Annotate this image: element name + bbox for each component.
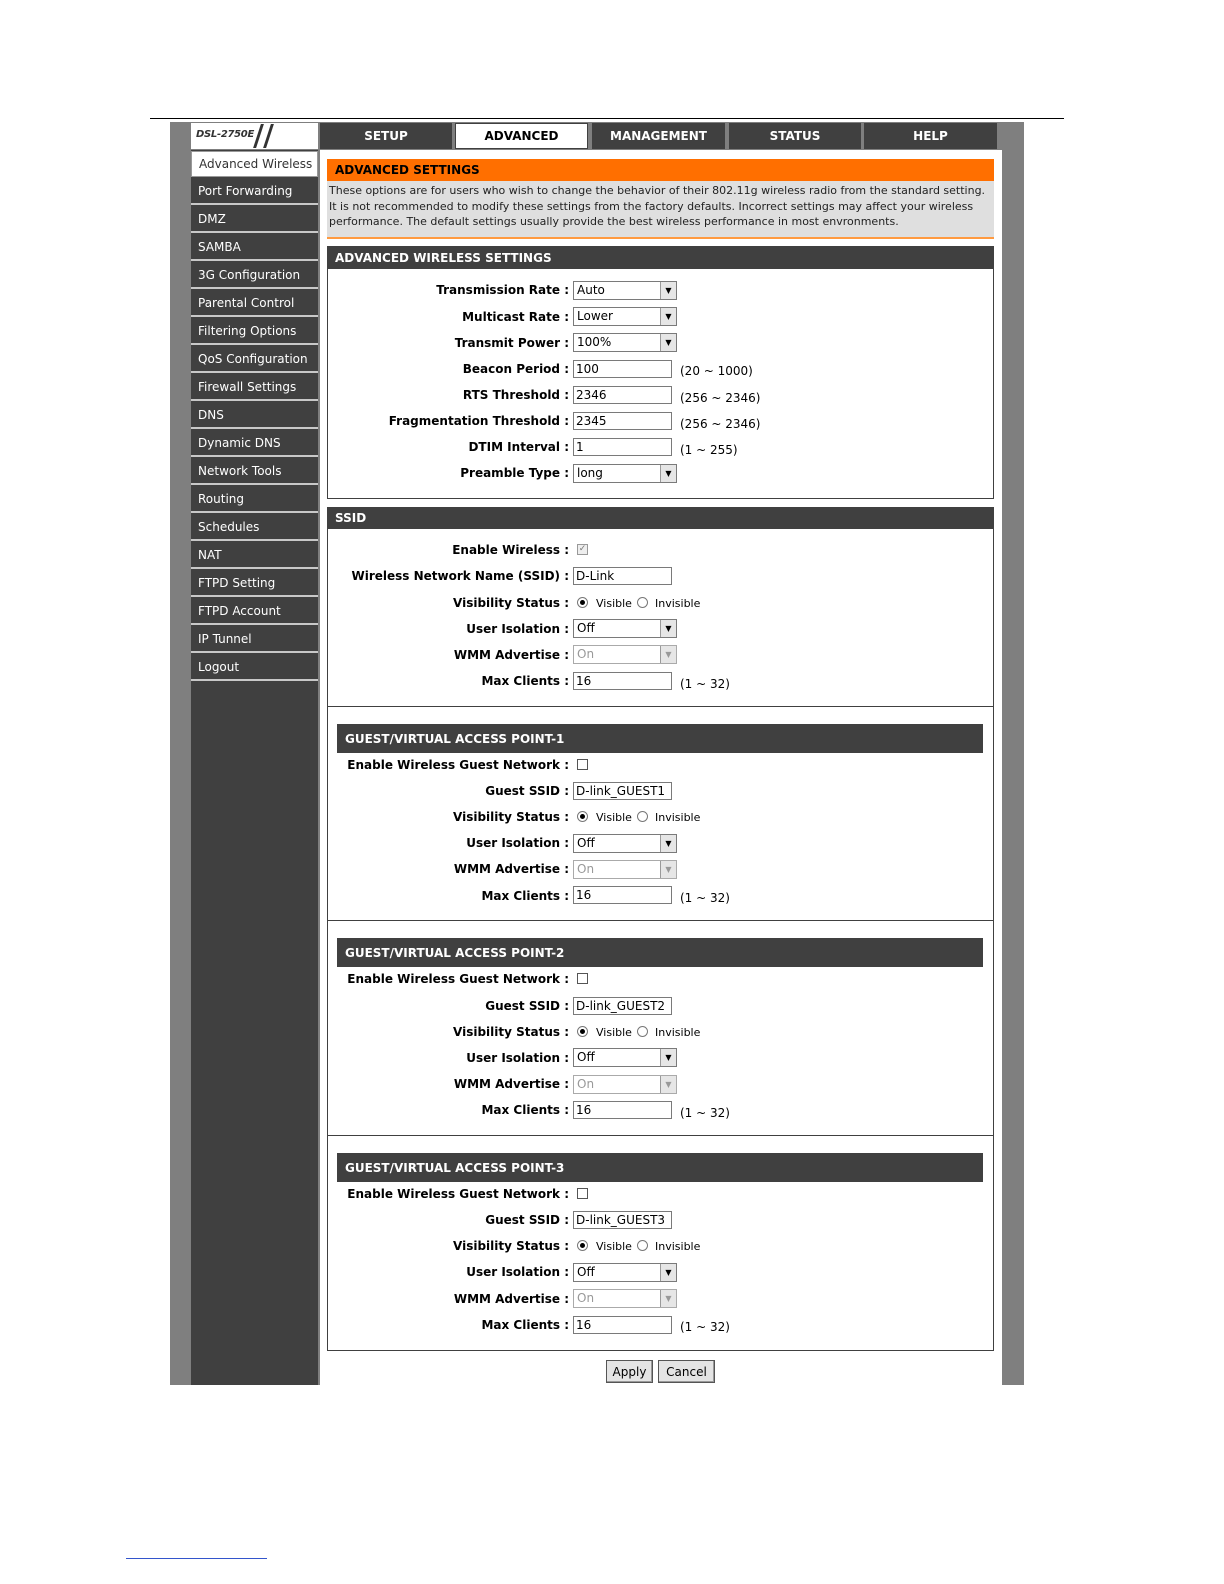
advanced-settings-title: ADVANCED SETTINGS	[327, 159, 994, 181]
guest-2-max-clients-input[interactable]: 16	[573, 1101, 672, 1119]
guest-2-enable-label: Enable Wireless Guest Network :	[347, 972, 569, 986]
sidebar-item-schedules[interactable]: Schedules	[191, 515, 318, 541]
rts-threshold-label: RTS Threshold :	[462, 388, 569, 402]
ssid-name-input[interactable]: D-Link	[573, 567, 672, 585]
guest-3-wmm-label: WMM Advertise :	[453, 1292, 569, 1306]
guest-2-visible-label: Visible	[596, 1026, 632, 1039]
tab-management[interactable]: MANAGEMENT	[592, 123, 725, 149]
sidebar-item-qos-configuration[interactable]: QoS Configuration	[191, 347, 318, 373]
tab-advanced[interactable]: ADVANCED	[455, 123, 588, 149]
chevron-down-icon: ▼	[660, 1076, 676, 1093]
transmission-rate-label: Transmission Rate :	[436, 283, 569, 297]
guest-1-visible-radio[interactable]	[577, 811, 588, 822]
ssid-name-label: Wireless Network Name (SSID) :	[351, 569, 569, 583]
transmit-power-select[interactable]: 100% ▼	[573, 333, 677, 352]
cancel-button[interactable]: Cancel	[658, 1360, 715, 1383]
fragmentation-threshold-label: Fragmentation Threshold :	[388, 414, 569, 428]
guest-1-max-clients-range: (1 ~ 32)	[680, 891, 730, 905]
sidebar-item-dynamic-dns[interactable]: Dynamic DNS	[191, 431, 318, 457]
fragmentation-threshold-range: (256 ~ 2346)	[680, 417, 761, 431]
ssid-user-isolation-label: User Isolation :	[466, 622, 569, 636]
guest-1-ssid-input[interactable]: D-link_GUEST1	[573, 782, 672, 800]
guest-3-ssid-input[interactable]: D-link_GUEST3	[573, 1211, 672, 1229]
guest-2-max-clients-label: Max Clients :	[481, 1103, 569, 1117]
ssid-invisible-label: Invisible	[655, 597, 701, 610]
guest-2-invisible-label: Invisible	[655, 1026, 701, 1039]
apply-button[interactable]: Apply	[606, 1360, 653, 1383]
guest-1-wmm-label: WMM Advertise :	[453, 862, 569, 876]
chevron-down-icon: ▼	[660, 861, 676, 878]
guest-1-invisible-radio[interactable]	[637, 811, 648, 822]
tab-help[interactable]: HELP	[864, 123, 997, 149]
chevron-down-icon: ▼	[660, 334, 676, 351]
guest-ap-3-title: GUEST/VIRTUAL ACCESS POINT-3	[337, 1153, 983, 1182]
sidebar-item-dmz[interactable]: DMZ	[191, 207, 318, 233]
ssid-wmm-select[interactable]: On ▼	[573, 645, 677, 664]
logo-slash-icon	[253, 124, 264, 148]
guest-ap-2-title: GUEST/VIRTUAL ACCESS POINT-2	[337, 938, 983, 967]
fragmentation-threshold-input[interactable]: 2345	[573, 412, 672, 430]
dtim-interval-input[interactable]: 1	[573, 438, 672, 456]
page-top-rule	[150, 118, 1064, 119]
chevron-down-icon: ▼	[660, 835, 676, 852]
guest-3-max-clients-range: (1 ~ 32)	[680, 1320, 730, 1334]
sidebar-item-dns[interactable]: DNS	[191, 403, 318, 429]
sidebar-item-samba[interactable]: SAMBA	[191, 235, 318, 261]
ssid-visibility-label: Visibility Status :	[453, 596, 569, 610]
sidebar-item-ip-tunnel[interactable]: IP Tunnel	[191, 627, 318, 653]
guest-3-wmm-select[interactable]: On ▼	[573, 1289, 677, 1308]
beacon-period-input[interactable]: 100	[573, 360, 672, 378]
footer-link-underline	[126, 1558, 267, 1559]
guest-1-visible-label: Visible	[596, 811, 632, 824]
sidebar	[191, 150, 318, 1385]
chevron-down-icon: ▼	[660, 308, 676, 325]
multicast-rate-label: Multicast Rate :	[462, 310, 569, 324]
guest-2-ssid-label: Guest SSID :	[485, 999, 569, 1013]
ssid-visible-radio[interactable]	[577, 597, 588, 608]
sidebar-item-3g-configuration[interactable]: 3G Configuration	[191, 263, 318, 289]
chevron-down-icon: ▼	[660, 1264, 676, 1281]
guest-3-visible-label: Visible	[596, 1240, 632, 1253]
ssid-wmm-label: WMM Advertise :	[453, 648, 569, 662]
multicast-rate-select[interactable]: Lower ▼	[573, 307, 677, 326]
sidebar-item-filtering-options[interactable]: Filtering Options	[191, 319, 318, 345]
sidebar-item-parental-control[interactable]: Parental Control	[191, 291, 318, 317]
guest-2-visibility-label: Visibility Status :	[453, 1025, 569, 1039]
dtim-interval-label: DTIM Interval :	[468, 440, 569, 454]
advanced-wireless-settings-title: ADVANCED WIRELESS SETTINGS	[327, 246, 994, 269]
guest-2-isolation-label: User Isolation :	[466, 1051, 569, 1065]
guest-3-max-clients-input[interactable]: 16	[573, 1316, 672, 1334]
ssid-title: SSID	[327, 507, 994, 529]
tab-status[interactable]: STATUS	[729, 123, 861, 149]
guest-3-enable-checkbox[interactable]	[577, 1188, 588, 1199]
enable-wireless-label: Enable Wireless :	[452, 543, 569, 557]
guest-2-wmm-select[interactable]: On ▼	[573, 1075, 677, 1094]
chevron-down-icon: ▼	[660, 620, 676, 637]
sidebar-item-port-forwarding[interactable]: Port Forwarding	[191, 179, 318, 205]
ssid-max-clients-input[interactable]: 16	[573, 672, 672, 690]
dtim-interval-range: (1 ~ 255)	[680, 443, 738, 457]
sidebar-item-ftpd-setting[interactable]: FTPD Setting	[191, 571, 318, 597]
preamble-type-label: Preamble Type :	[460, 466, 569, 480]
guest-2-isolation-select[interactable]: Off ▼	[573, 1048, 677, 1067]
beacon-period-label: Beacon Period :	[462, 362, 569, 376]
guest-2-ssid-input[interactable]: D-link_GUEST2	[573, 997, 672, 1015]
guest-1-enable-label: Enable Wireless Guest Network :	[347, 758, 569, 772]
guest-1-visibility-label: Visibility Status :	[453, 810, 569, 824]
rts-threshold-input[interactable]: 2346	[573, 386, 672, 404]
guest-1-enable-checkbox[interactable]	[577, 759, 588, 770]
sidebar-item-ftpd-account[interactable]: FTPD Account	[191, 599, 318, 625]
guest-3-invisible-radio[interactable]	[637, 1240, 648, 1251]
ssid-max-clients-label: Max Clients :	[481, 674, 569, 688]
guest-2-invisible-radio[interactable]	[637, 1026, 648, 1037]
preamble-type-select[interactable]: long ▼	[573, 464, 677, 483]
chevron-down-icon: ▼	[660, 646, 676, 663]
ssid-invisible-radio[interactable]	[637, 597, 648, 608]
rts-threshold-range: (256 ~ 2346)	[680, 391, 761, 405]
guest-2-max-clients-range: (1 ~ 32)	[680, 1106, 730, 1120]
enable-wireless-checkbox[interactable]: ✓	[578, 544, 587, 554]
logo	[191, 123, 318, 149]
sidebar-item-routing[interactable]: Routing	[191, 487, 318, 513]
ssid-max-clients-range: (1 ~ 32)	[680, 677, 730, 691]
guest-3-max-clients-label: Max Clients :	[481, 1318, 569, 1332]
guest-3-isolation-select[interactable]: Off ▼	[573, 1263, 677, 1282]
chevron-down-icon: ▼	[660, 1290, 676, 1307]
chevron-down-icon: ▼	[660, 282, 676, 299]
sidebar-item-network-tools[interactable]: Network Tools	[191, 459, 318, 485]
chevron-down-icon: ▼	[660, 465, 676, 482]
guest-1-max-clients-label: Max Clients :	[481, 889, 569, 903]
guest-3-visibility-label: Visibility Status :	[453, 1239, 569, 1253]
beacon-period-range: (20 ~ 1000)	[680, 364, 753, 378]
logo-slash-icon	[263, 124, 274, 148]
sidebar-item-logout[interactable]: Logout	[191, 655, 318, 681]
guest-2-visible-radio[interactable]	[577, 1026, 588, 1037]
advanced-settings-description: These options are for users who wish to change the behavior of their 802.11g wireless radio from the standard setting. It is not recommended to modify these settings from the factory defaults. Incorrect settings may affect your wireless performance. The default settings usually provide the best wireless performance in most envronments.	[329, 184, 986, 228]
transmission-rate-select[interactable]: Auto ▼	[573, 281, 677, 300]
sidebar-item-advanced-wireless[interactable]: Advanced Wireless	[191, 151, 318, 177]
guest-3-invisible-label: Invisible	[655, 1240, 701, 1253]
ssid-user-isolation-select[interactable]: Off ▼	[573, 619, 677, 638]
ssid-visible-label: Visible	[596, 597, 632, 610]
guest-3-isolation-label: User Isolation :	[466, 1265, 569, 1279]
guest-1-max-clients-input[interactable]: 16	[573, 886, 672, 904]
guest-1-invisible-label: Invisible	[655, 811, 701, 824]
guest-3-visible-radio[interactable]	[577, 1240, 588, 1251]
guest-3-ssid-label: Guest SSID :	[485, 1213, 569, 1227]
guest-1-isolation-label: User Isolation :	[466, 836, 569, 850]
guest-2-enable-checkbox[interactable]	[577, 973, 588, 984]
guest-1-wmm-select[interactable]: On ▼	[573, 860, 677, 879]
guest-ap-1-title: GUEST/VIRTUAL ACCESS POINT-1	[337, 724, 983, 753]
guest-3-enable-label: Enable Wireless Guest Network :	[347, 1187, 569, 1201]
sidebar-item-nat[interactable]: NAT	[191, 543, 318, 569]
guest-1-isolation-select[interactable]: Off ▼	[573, 834, 677, 853]
chevron-down-icon: ▼	[660, 1049, 676, 1066]
tab-setup[interactable]: SETUP	[320, 123, 452, 149]
advanced-settings-box	[327, 181, 994, 239]
transmit-power-label: Transmit Power :	[454, 336, 569, 350]
guest-2-wmm-label: WMM Advertise :	[453, 1077, 569, 1091]
guest-1-ssid-label: Guest SSID :	[485, 784, 569, 798]
sidebar-item-firewall-settings[interactable]: Firewall Settings	[191, 375, 318, 401]
logo-model: DSL-2750E	[196, 129, 254, 140]
